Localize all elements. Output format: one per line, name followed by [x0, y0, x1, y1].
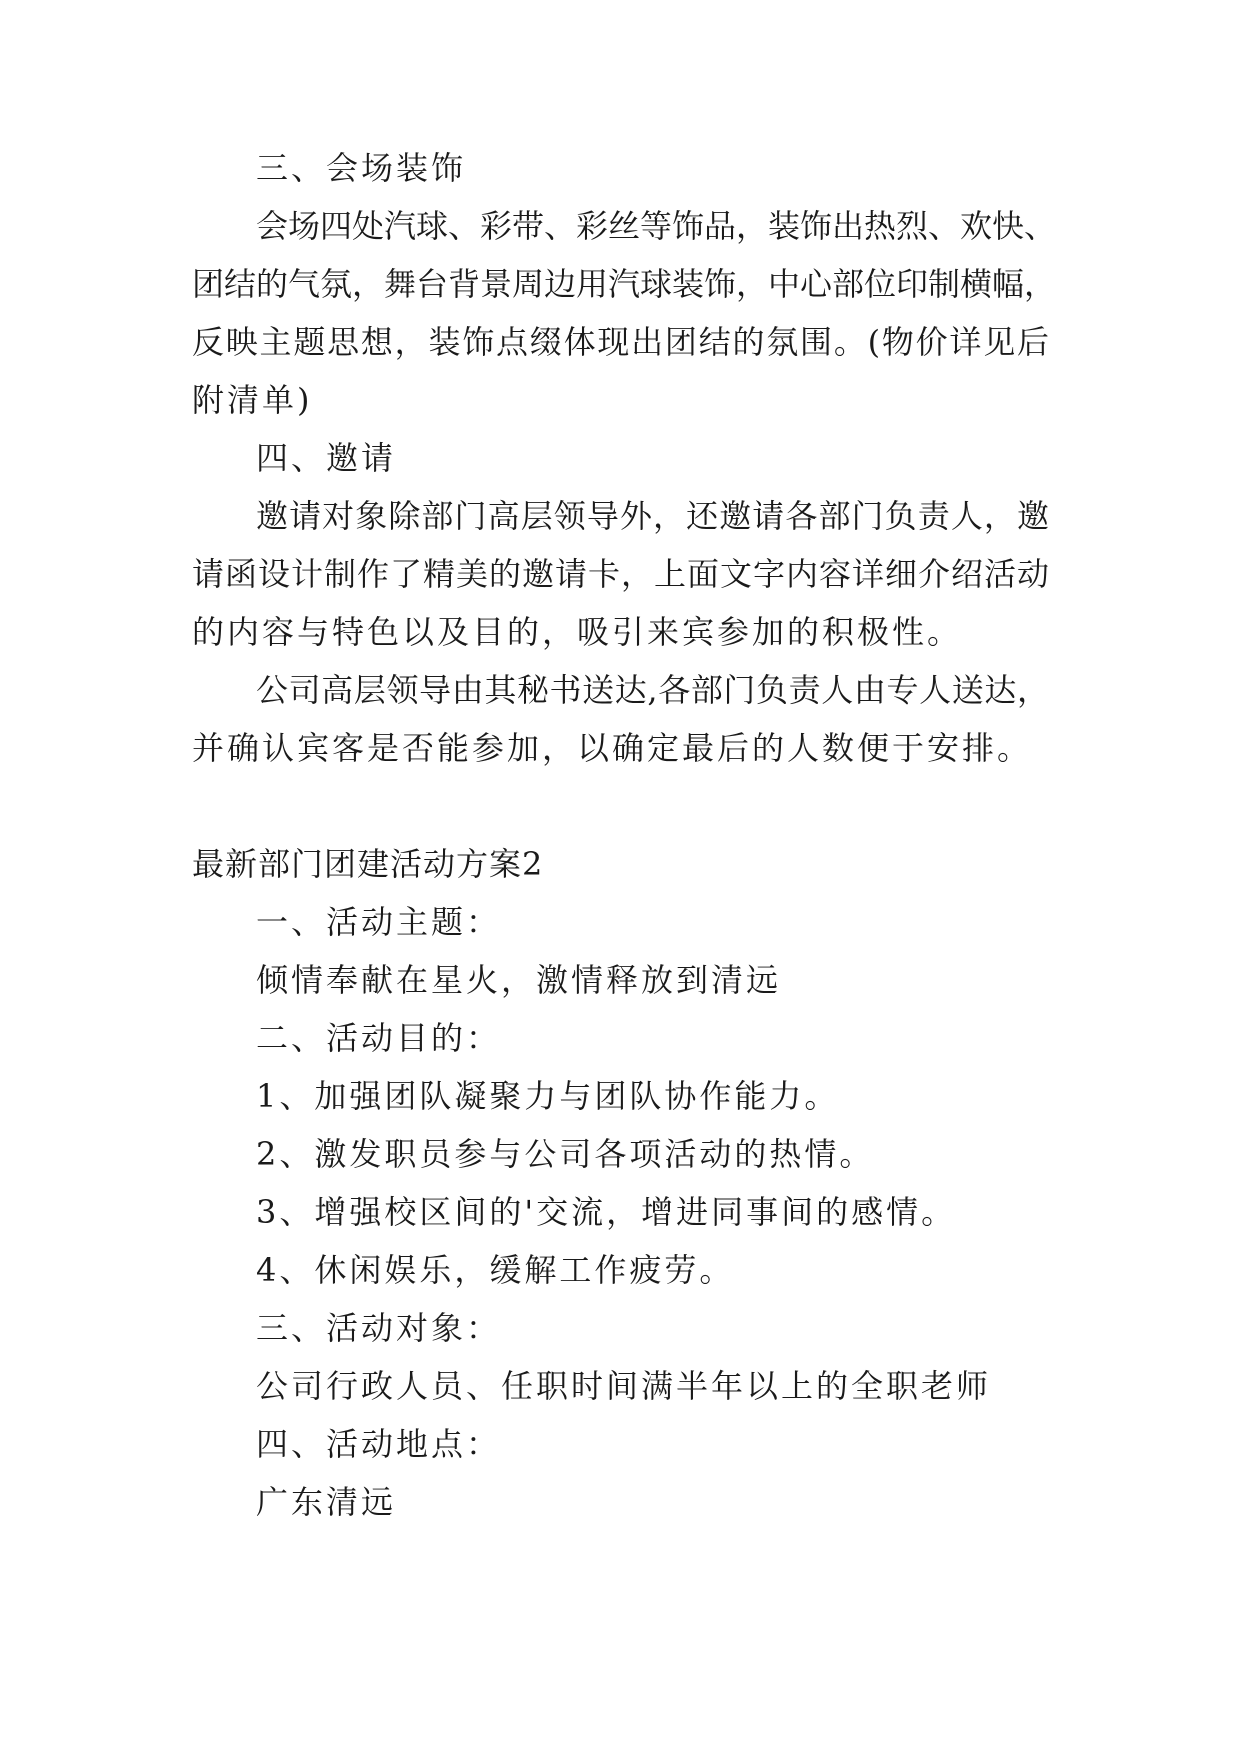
list-item: 2、激发职员参与公司各项活动的热情。	[256, 1135, 875, 1173]
list-item: 四、活动地点：	[256, 1425, 502, 1463]
document-title: 最新部门团建活动方案2	[192, 845, 544, 883]
paragraph-line: 请函设计制作了精美的邀请卡，上面文字内容详细介绍活动	[192, 555, 1049, 593]
list-item: 倾情奉献在星火，激情释放到清远	[256, 961, 782, 999]
list-item: 二、活动目的：	[256, 1019, 502, 1057]
list-item: 3、增强校区间的'交流，增进同事间的感情。	[256, 1193, 957, 1231]
list-item: 1、加强团队凝聚力与团队协作能力。	[256, 1077, 840, 1115]
list-item: 三、活动对象：	[256, 1309, 502, 1347]
paragraph-line: 会场四处汽球、彩带、彩丝等饰品，装饰出热烈、欢快、	[256, 207, 1057, 245]
list-item: 广东清远	[256, 1483, 397, 1521]
paragraph-line: 附清单)	[192, 381, 313, 419]
paragraph-line: 反映主题思想，装饰点缀体现出团结的氛围。(物价详见后	[192, 323, 1049, 361]
section-heading: 四、邀请	[256, 439, 397, 477]
list-item: 公司行政人员、任职时间满半年以上的全职老师	[256, 1367, 992, 1405]
paragraph-line: 并确认宾客是否能参加，以确定最后的人数便于安排。	[192, 729, 1033, 767]
list-item: 一、活动主题：	[256, 903, 502, 941]
paragraph-line: 团结的气氛，舞台背景周边用汽球装饰，中心部位印制横幅，	[192, 265, 1057, 303]
paragraph-line: 的内容与特色以及目的，吸引来宾参加的积极性。	[192, 613, 963, 651]
paragraph-line: 公司高层领导由其秘书送达,各部门负责人由专人送达，	[256, 671, 1049, 709]
list-item: 4、休闲娱乐，缓解工作疲劳。	[256, 1251, 735, 1289]
section-heading: 三、会场装饰	[256, 149, 467, 187]
paragraph-line: 邀请对象除部门高层领导外，还邀请各部门负责人，邀	[256, 497, 1049, 535]
